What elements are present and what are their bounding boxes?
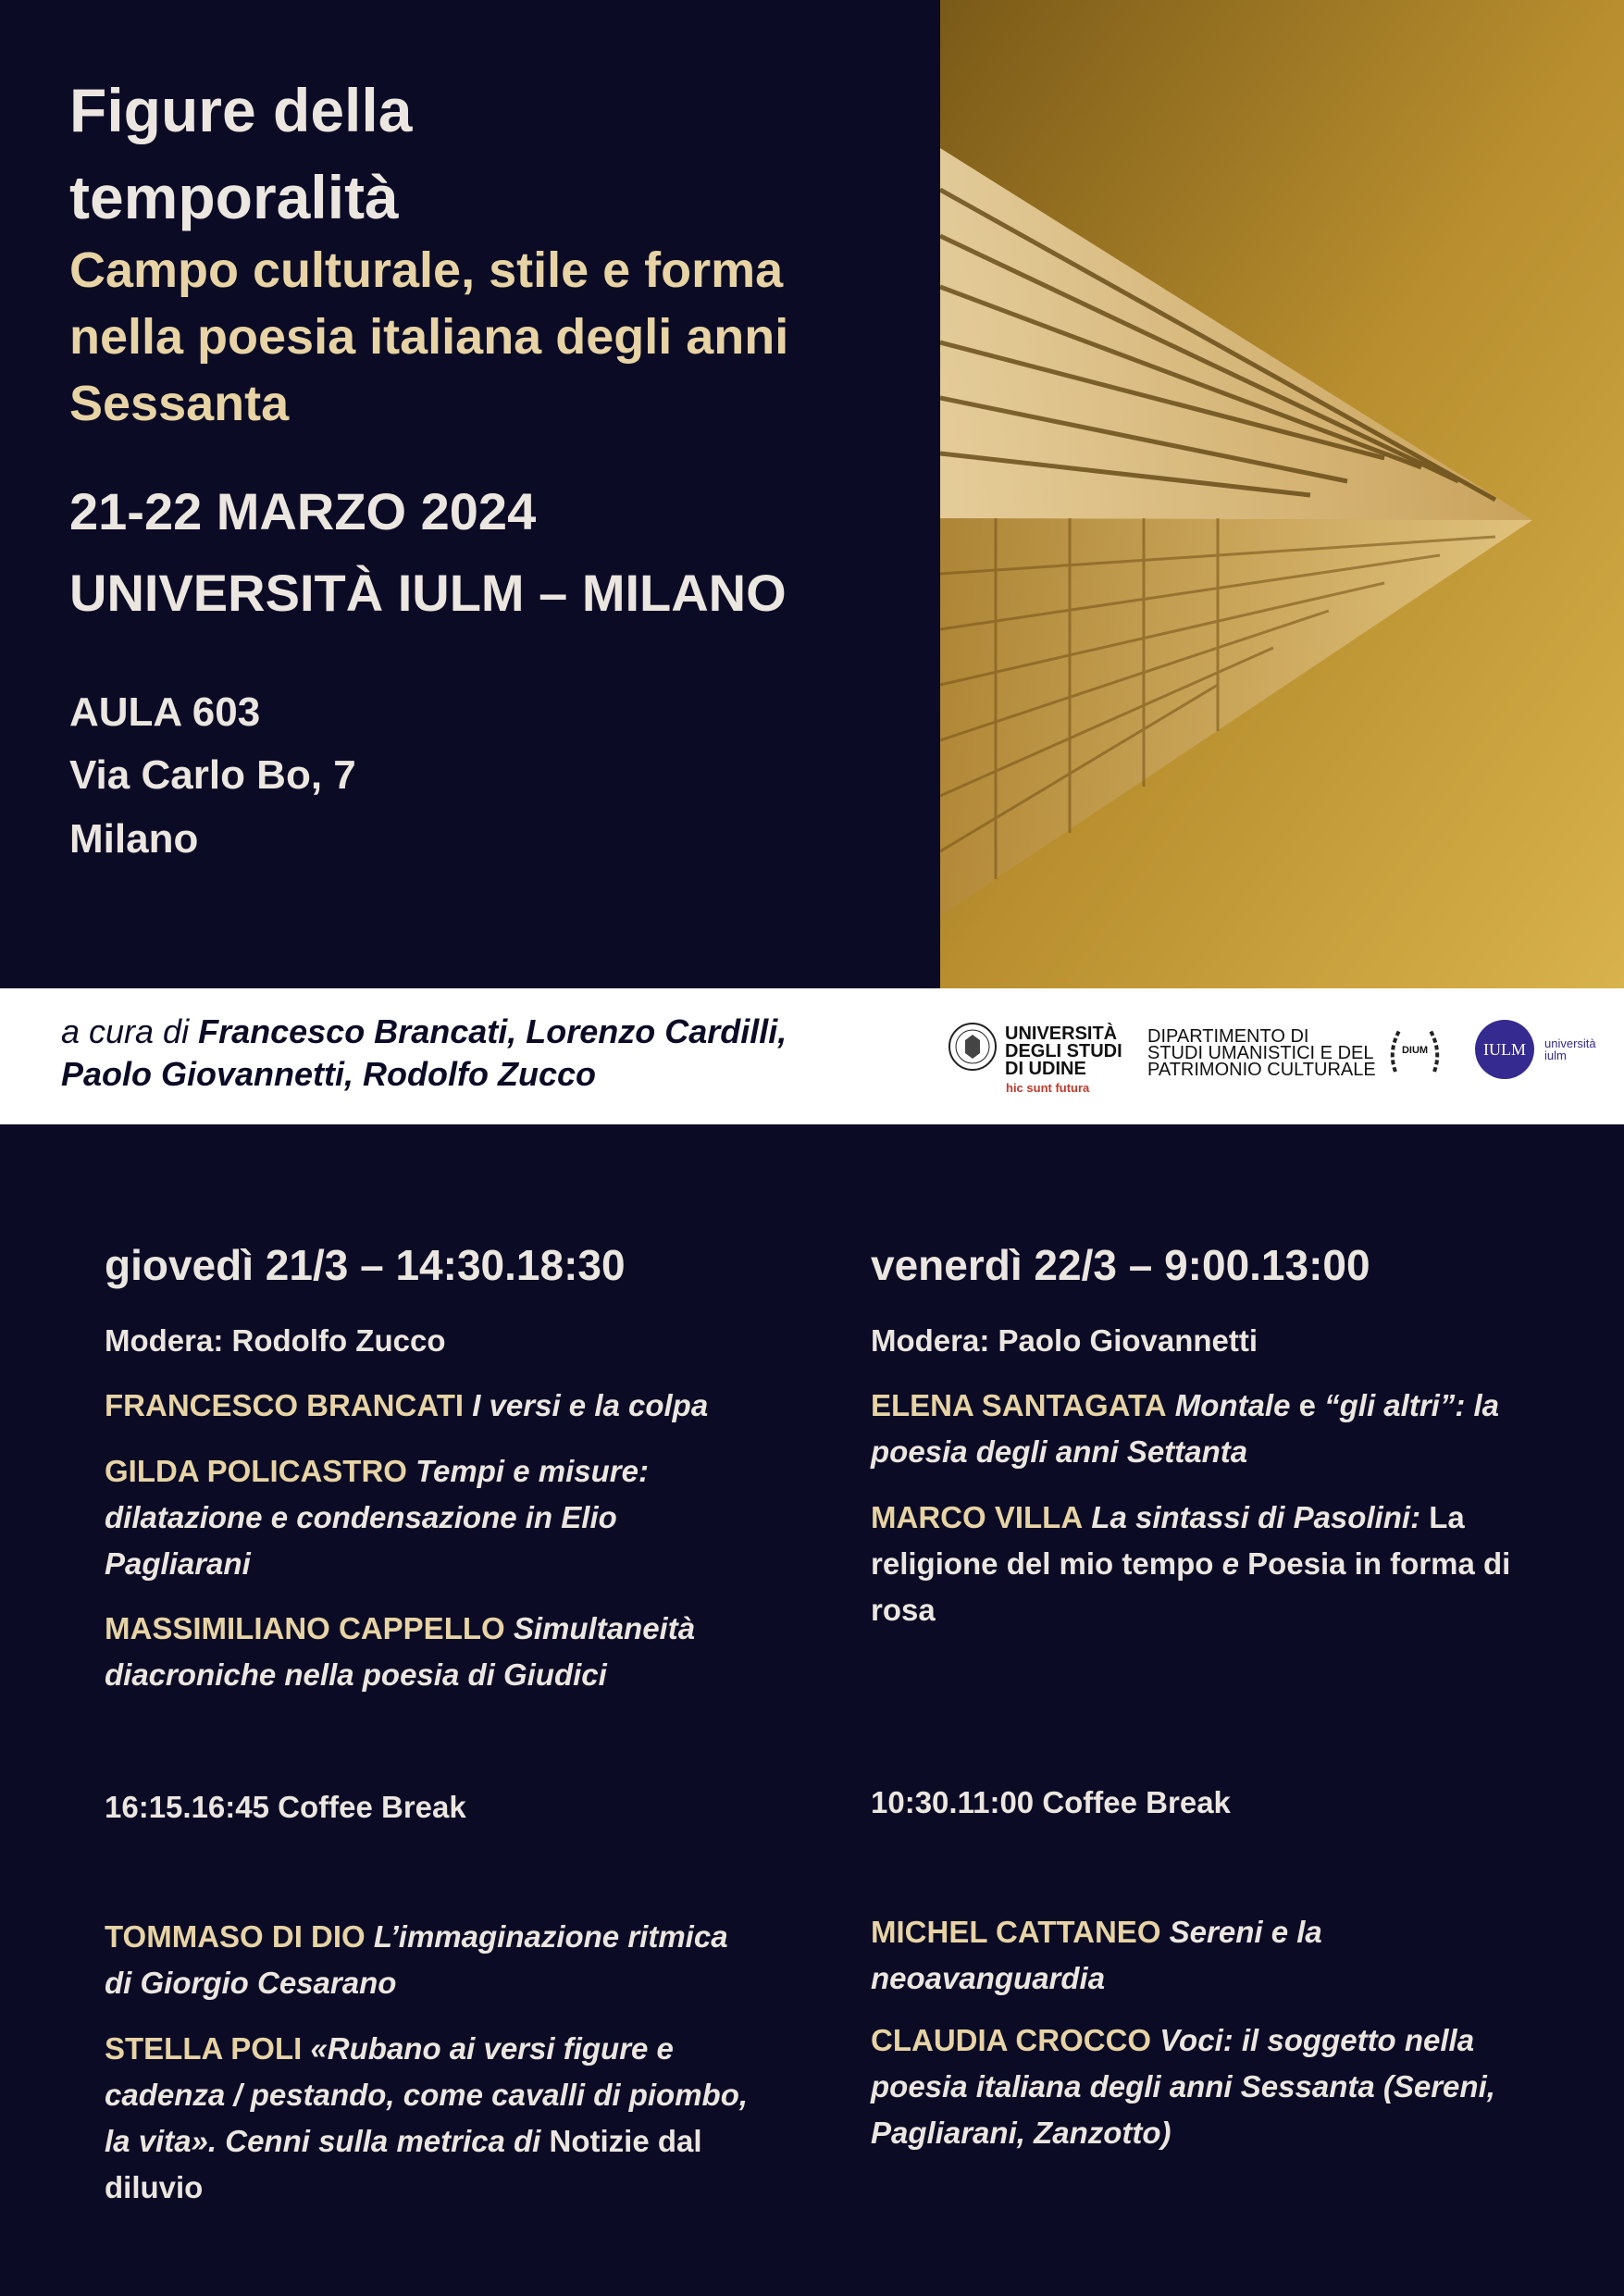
talk-title: Sereni e la <box>1169 1915 1322 1949</box>
day1-program <box>105 1240 785 1290</box>
talk-speaker: ELENA SANTAGATA <box>871 1388 1167 1422</box>
talk-title: di Giorgio Cesarano <box>105 1966 397 2000</box>
day1-heading: giovedì 21/3 – 14:30.18:30 <box>105 1241 626 1289</box>
day1-talk-5 <box>105 2026 826 2211</box>
building-image <box>940 0 1624 988</box>
talk-title-upright: rosa <box>871 1593 936 1627</box>
day2-heading: venerdì 22/3 – 9:00.13:00 <box>871 1241 1370 1289</box>
talk-title: poesia italiana degli anni Sessanta (Sereni, <box>871 2069 1495 2104</box>
day1-talk-4 <box>105 1914 808 2006</box>
talk-title: La sintassi di Pasolini: <box>1091 1500 1421 1534</box>
curators-names-line-2: Paolo Giovannetti, Rodolfo Zucco <box>61 1055 597 1093</box>
street-address: Via Carlo Bo, 7 <box>69 752 356 798</box>
dium-wordmark <box>1147 1028 1376 1078</box>
day2-program <box>871 1240 1551 1290</box>
iulm-small-line-1: università <box>1544 1036 1596 1050</box>
day1-talk-2 <box>105 1448 808 1587</box>
talk-title: “gli altri”: la <box>1324 1388 1500 1422</box>
talk-title: e <box>1221 1546 1239 1581</box>
title-line-1: Figure della <box>69 76 413 144</box>
iulm-small-line-2: iulm <box>1544 1049 1567 1062</box>
subtitle-line-1: Campo culturale, stile e forma <box>69 242 784 298</box>
talk-title: la vita». Cenni sulla metrica di <box>105 2124 541 2158</box>
talk-title: Simultaneità <box>513 1611 696 1645</box>
curators <box>61 1011 912 1096</box>
day1-talk-3 <box>105 1606 808 1698</box>
day1-coffee-break: 16:15.16:45 Coffee Break <box>105 1790 466 1824</box>
talk-title-upright: religione del mio tempo <box>871 1546 1214 1581</box>
subtitle-line-3: Sessanta <box>69 376 290 431</box>
talk-speaker: FRANCESCO BRANCATI <box>105 1388 465 1422</box>
talk-speaker: STELLA POLI <box>105 2031 303 2066</box>
day1-moderator: Modera: Rodolfo Zucco <box>105 1323 446 1358</box>
event-venue: UNIVERSITÀ IULM – MILANO <box>69 564 787 622</box>
talk-title: Montale <box>1174 1388 1291 1422</box>
event-date: 21-22 MARZO 2024 <box>69 482 537 540</box>
curators-prefix: a cura di <box>61 1012 190 1050</box>
iulm-wordmark <box>1544 1037 1596 1061</box>
talk-speaker: MICHEL CATTANEO <box>871 1915 1161 1949</box>
talk-title: I versi e la colpa <box>472 1388 709 1422</box>
talk-title: Tempi e misure: <box>415 1454 649 1488</box>
talk-title-upright: Poesia in forma di <box>1247 1546 1511 1581</box>
day2-talk-3 <box>871 1909 1574 2002</box>
building-photo <box>940 0 1624 988</box>
talk-title-upright: La <box>1429 1500 1465 1534</box>
day2-moderator: Modera: Paolo Giovannetti <box>871 1323 1258 1358</box>
event-subtitle <box>69 237 902 437</box>
udine-line-1: UNIVERSITÀ <box>1005 1024 1118 1044</box>
udine-line-2: DEGLI STUDI <box>1005 1041 1122 1061</box>
talk-title: L’immaginazione ritmica <box>373 1919 728 1954</box>
talk-title-upright: Notizie dal <box>549 2124 702 2158</box>
day2-talk-4 <box>871 2017 1593 2156</box>
talk-speaker: MASSIMILIANO CAPPELLO <box>105 1611 505 1645</box>
talk-title: dilatazione e condensazione in Elio <box>105 1500 617 1534</box>
day1-talk-1 <box>105 1383 808 1429</box>
dium-line-2: STUDI UMANISTICI E DEL <box>1147 1043 1374 1063</box>
dium-badge-text: DIUM <box>1401 1045 1429 1056</box>
udine-wordmark <box>1005 1025 1122 1078</box>
udine-seal-logo <box>948 1022 998 1072</box>
dium-line-3: PATRIMONIO CULTURALE <box>1147 1060 1376 1080</box>
subtitle-line-2: nella poesia italiana degli anni <box>69 309 789 365</box>
talk-title: cadenza / pestando, come cavalli di piombo, <box>105 2078 749 2112</box>
dium-laurel-logo <box>1386 1024 1444 1077</box>
talk-title: Pagliarani <box>105 1546 251 1581</box>
talk-title: «Rubano ai versi figure e <box>310 2031 674 2066</box>
talk-title: neoavanguardia <box>871 1961 1106 1995</box>
udine-line-3: DI UDINE <box>1005 1059 1086 1079</box>
day2-coffee-break: 10:30.11:00 Coffee Break <box>871 1785 1231 1819</box>
curators-names-line-1: Francesco Brancati, Lorenzo Cardilli, <box>198 1012 787 1050</box>
talk-title-upright: e <box>1298 1388 1316 1422</box>
udine-motto: hic sunt futura <box>1006 1081 1090 1095</box>
dium-line-1: DIPARTIMENTO DI <box>1147 1026 1309 1047</box>
iulm-logo: IULM <box>1475 1020 1534 1079</box>
talk-title: Voci: il soggetto nella <box>1159 2023 1475 2057</box>
talk-title: diacroniche nella poesia di Giudici <box>105 1657 607 1692</box>
title-line-2: temporalità <box>69 163 399 231</box>
talk-speaker: TOMMASO DI DIO <box>105 1919 366 1954</box>
talk-speaker: CLAUDIA CROCCO <box>871 2023 1152 2057</box>
day2-talk-1 <box>871 1383 1574 1475</box>
talk-speaker: GILDA POLICASTRO <box>105 1454 407 1488</box>
day2-talk-2 <box>871 1495 1574 1633</box>
event-title <box>69 67 412 241</box>
talk-title: Pagliarani, Zanzotto) <box>871 2116 1172 2150</box>
talk-title-upright: diluvio <box>105 2170 204 2204</box>
room: AULA 603 <box>69 689 261 735</box>
talk-speaker: MARCO VILLA <box>871 1500 1084 1534</box>
talk-title: poesia degli anni Settanta <box>871 1434 1248 1469</box>
city: Milano <box>69 816 199 862</box>
